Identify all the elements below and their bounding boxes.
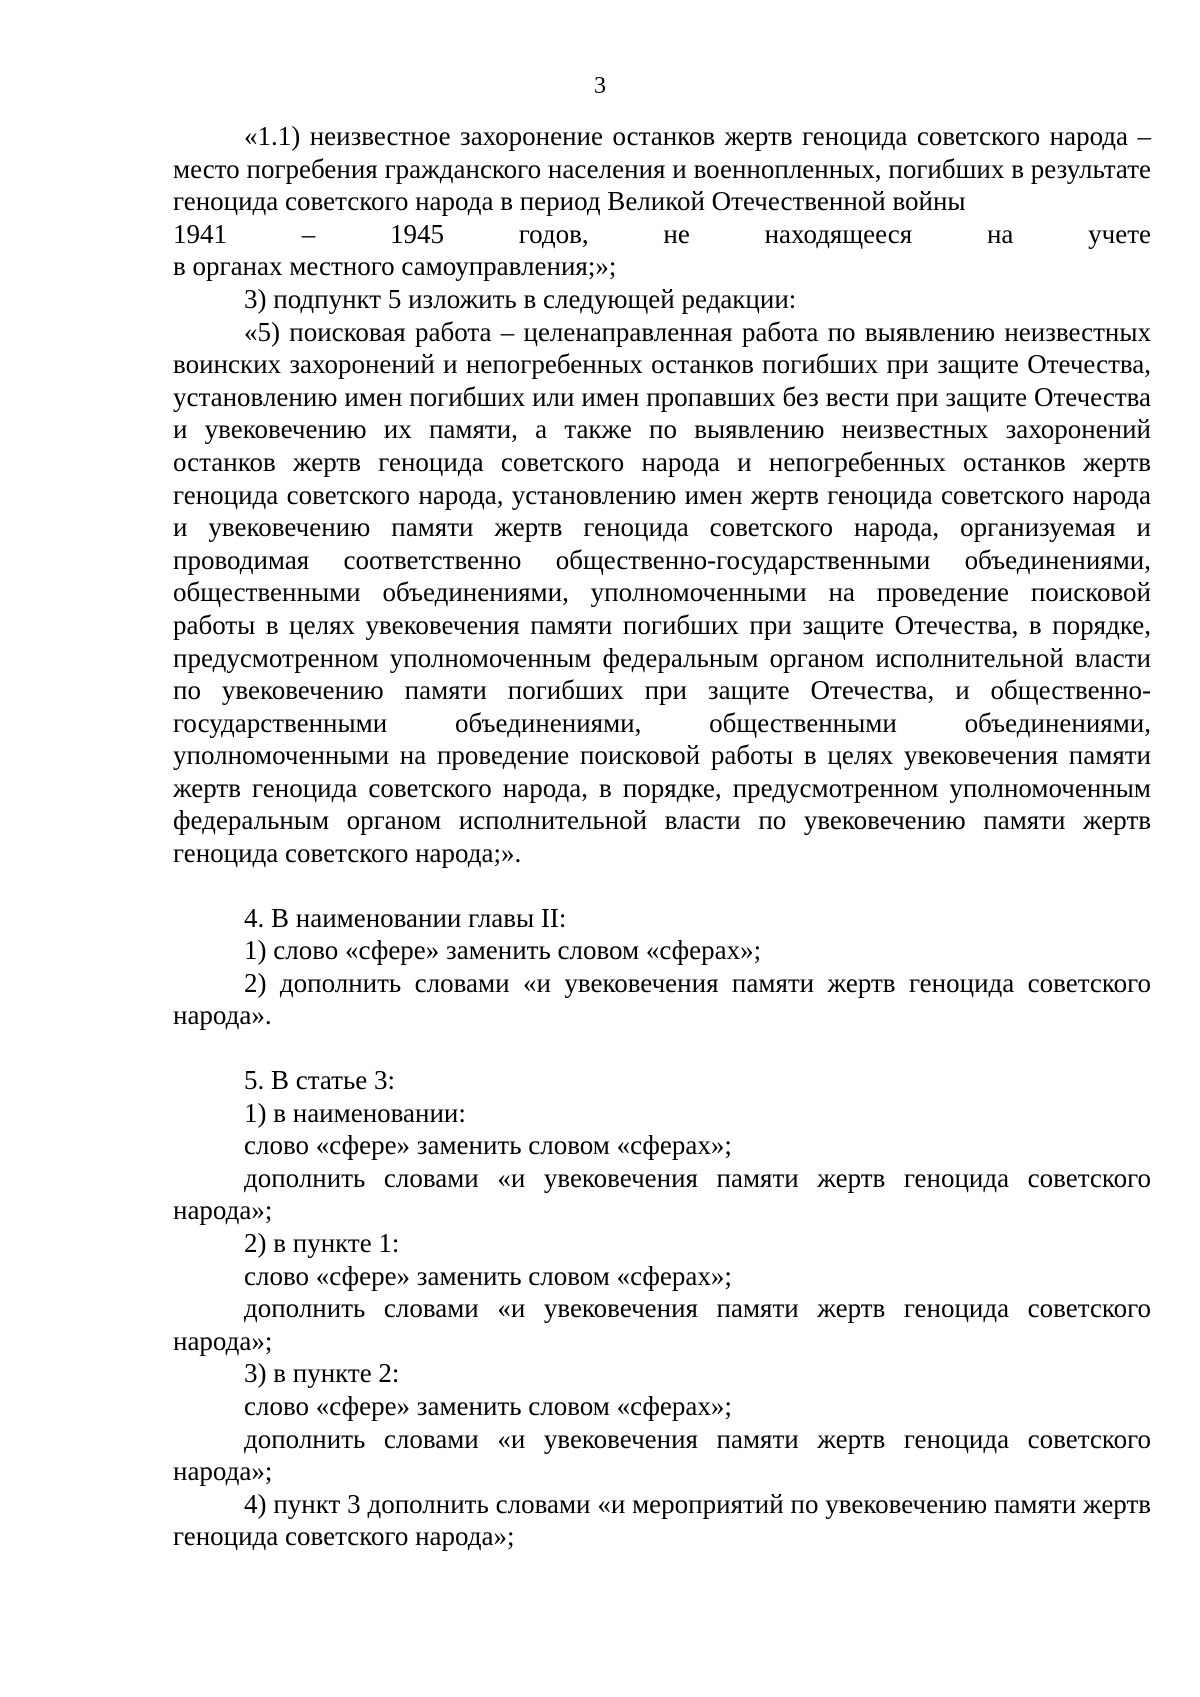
paragraph-replace-word: слово «сфере» заменить словом «сферах»; (244, 1260, 732, 1291)
year-line-word: – (301, 218, 316, 249)
year-line-word: 1945 (390, 218, 444, 249)
paragraph-append-words: дополнить словами «и увековечения памяти жертв геноцида советского народа»; (173, 1162, 1151, 1226)
paragraph-section-4-item-1: 1) слово «сфере» заменить словом «сферах»; (244, 935, 762, 966)
paragraph-replace-word: слово «сфере» заменить словом «сферах»; (244, 1130, 732, 1161)
paragraph-replace-word: слово «сфере» заменить словом «сферах»; (244, 1390, 732, 1421)
paragraph-1-1-end: в органах местного самоуправления;»; (173, 251, 617, 282)
paragraph-subpoint-3: 3) подпункт 5 изложить в следующей редакции: (244, 283, 797, 314)
paragraph-gap (173, 870, 1151, 902)
paragraph-section-5-item-1: 1) в наименовании: (244, 1097, 466, 1128)
paragraph-1-1-year-line (173, 218, 1151, 251)
paragraph-search-work-definition: «5) поисковая работа – целенаправленная работа по выявлению неизвестных воинских захоронений и непогребенных останков погибших при защите Отечества, установлению имен погибших или имен пропавших без вести при защите Отечества и увековечению их памяти, а также по выявлению неизвестных захоронений останков жертв геноцида советского народа и непогребенных останков жертв геноцида советского народа, установлению имен жертв геноцида советского народа и увековечению памяти жертв геноцида советского народа, организуемая и проводимая соответственно общественно-государственными объединениями, общественными объединениями, уполномоченными на проведение поисковой работы в целях увековечения памяти погибших при защите Отечества, в порядке, предусмотренном уполномоченным федеральным органом исполнительной власти по увековечению памяти погибших при защите Отечества, и общественно-государственными объединениями, общественными объединениями, уполномоченными на проведение поисковой работы в целях увековечения памяти жертв геноцида советского народа, в порядке, предусмотренном уполномоченным федеральным органом исполнительной власти по увековечению памяти жертв геноцида советского народа;». (173, 316, 1151, 869)
page-number: 3 (594, 73, 606, 99)
paragraph-section-5-item-2: 2) в пункте 1: (244, 1228, 400, 1258)
paragraph-section-5-item-4: 4) пункт 3 дополнить словами «и мероприятий по увековечению памяти жертв геноцида советского народа»; (173, 1488, 1151, 1552)
year-line-word: не (663, 218, 690, 249)
paragraph-section-5-heading: 5. В статье 3: (244, 1065, 396, 1096)
paragraph-section-4-item-2: 2) дополнить словами «и увековечения памяти жертв геноцида советского народа». (173, 967, 1151, 1031)
paragraph-append-words: дополнить словами «и увековечения памяти жертв геноцида советского народа»; (173, 1423, 1151, 1487)
year-line-word: находящееся (764, 218, 913, 249)
paragraph-section-5-item-3: 3) в пункте 2: (244, 1358, 400, 1389)
year-line-word: учете (1088, 218, 1151, 249)
year-line-word: на (986, 218, 1014, 249)
paragraph-1-1-definition: «1.1) неизвестное захоронение останков жертв геноцида советского народа – место погребения гражданского населения и военнопленных, погибших в результате геноцида советского народа в период Великой Отечественной войны (173, 121, 1151, 217)
year-line-word: годов, (518, 218, 589, 249)
year-line-word: 1941 (173, 218, 227, 249)
paragraph-gap (173, 1032, 1151, 1064)
paragraph-append-words: дополнить словами «и увековечения памяти жертв геноцида советского народа»; (173, 1293, 1151, 1356)
document-body (173, 120, 1151, 1553)
paragraph-section-4-heading: 4. В наименовании главы II: (244, 902, 567, 933)
